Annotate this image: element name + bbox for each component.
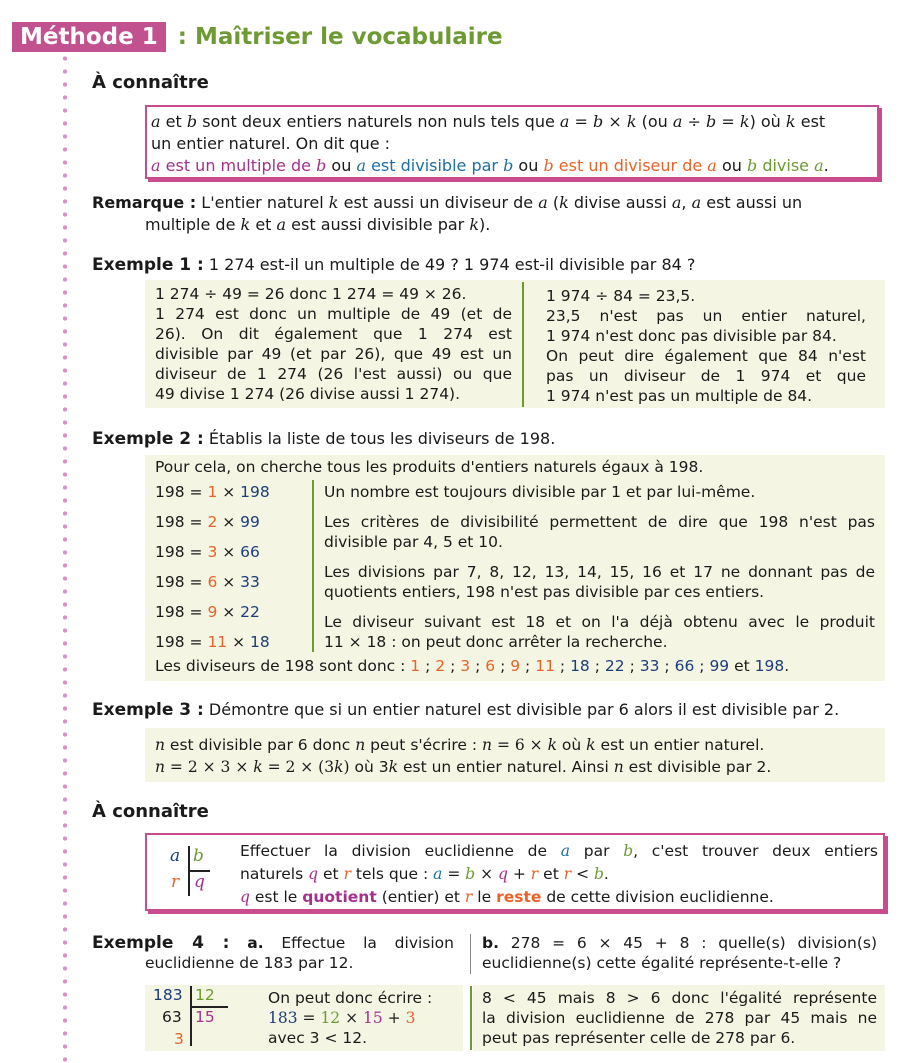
example-1-right: 1 974 ÷ 84 = 23,5. 23,5 n'est pas un entier naturel, 1 974 n'est donc pas divisible par 84. On peut dire également que 84 n'est pas un diviseur de 1 974 et que 1 974 n'est pas un multiple de 84. xyxy=(546,287,866,405)
section-title-a-connaitre: À connaître xyxy=(92,72,209,93)
section-title-a-connaitre-2: À connaître xyxy=(92,801,209,822)
method-badge: Méthode 1 xyxy=(12,22,166,52)
division-diagram: a b r q xyxy=(168,846,228,898)
example-3-question: Exemple 3 : Démontre que si un entier naturel est divisible par 6 alors il est divisible par 2. xyxy=(92,700,840,720)
example-4-b: b. 278 = 6 × 45 + 8 : quelle(s) division(s) euclidienne(s) cette égalité représente-t-elle ? xyxy=(482,934,877,972)
product-row: 198 = 2 × 99 xyxy=(155,513,260,531)
product-row: 198 = 1 × 198 xyxy=(155,483,270,501)
product-row: 198 = 6 × 33 xyxy=(155,573,260,591)
remarque-line2: multiple de k et a est aussi divisible par k). xyxy=(145,215,491,234)
example-4-a-result: On peut donc écrire : 183 = 12 × 15 + 3 avec 3 < 12. xyxy=(268,989,433,1047)
example-2-notes: Un nombre est toujours divisible par 1 et par lui-même. Les critères de divisibilité permettent de dire que 198 n'est pas divisible par 4, 5 et 10. Les divisions par 7, 8, 12, 13, 14, 15, 16 et 17 ne donnant pas de quotients entiers, 198 n'est pas divisible par ces entiers. Le diviseur suivant est 18 et on l'a déjà obtenu avec le produit 11 × 18 : on peut donc arrêter la recherche. xyxy=(324,483,875,651)
example-2-intro: Pour cela, on cherche tous les produits d'entiers naturels égaux à 198. xyxy=(155,458,704,476)
divider xyxy=(312,480,314,652)
divider xyxy=(522,282,524,407)
euclidean-definition: Effectuer la division euclidienne de a par b, c'est trouver deux entiers naturels q et r tels que : a = b × q + r et r < b. q est le quotient (entier) et r le reste de cette division euclidienne. xyxy=(240,842,878,906)
product-row: 198 = 9 × 22 xyxy=(155,603,260,621)
divisors-conclusion: Les diviseurs de 198 sont donc : 1 ; 2 ; 3 ; 6 ; 9 ; 11 ; 18 ; 22 ; 33 ; 66 ; 99 et 198. xyxy=(155,657,790,675)
example-2-question: Exemple 2 : Établis la liste de tous les diviseurs de 198. xyxy=(92,429,556,449)
product-row: 198 = 3 × 66 xyxy=(155,543,260,561)
remarque: Remarque : L'entier naturel k est aussi un diviseur de a (k divise aussi a, a est aussi un xyxy=(92,193,803,212)
dotted-margin-line xyxy=(62,52,68,1062)
example-4-b-answer: 8 < 45 mais 8 > 6 donc l'égalité représente la division euclidienne de 278 par 45 mais ne peut pas représenter celle de 278 par 6. xyxy=(482,989,877,1047)
divider xyxy=(470,986,472,1050)
long-division: 183 12 63 15 3 xyxy=(150,986,240,1050)
product-row: 198 = 11 × 18 xyxy=(155,633,270,651)
example-1-left: 1 274 ÷ 49 = 26 donc 1 274 = 49 × 26. 1 274 est donc un multiple de 49 (et de 26). On dit également que 1 274 est divisible par 49 (et par 26), que 49 est un diviseur de 1 274 (26 l'est aussi) ou que 49 divise 1 274 (26 divise aussi 1 274). xyxy=(155,285,512,403)
example-4-a: Exemple 4 : a. Effectue la division euclidienne de 183 par 12. xyxy=(92,933,454,972)
method-title: : Maîtriser le vocabulaire xyxy=(177,24,503,50)
products-list xyxy=(155,482,270,662)
example-1-question: Exemple 1 : 1 274 est-il un multiple de 49 ? 1 974 est-il divisible par 84 ? xyxy=(92,255,696,275)
method-header xyxy=(12,22,503,52)
definition-box: a et b sont deux entiers naturels non nuls tels que a = b × k (ou a ÷ b = k) où k est un entier naturel. On dit que : a est un multiple de b ou a est divisible par b ou b est un diviseur de a ou b divise a. xyxy=(145,105,879,179)
divider xyxy=(470,934,471,974)
example-3-proof: n est divisible par 6 donc n peut s'écrire : n = 6 × k où k est un entier naturel. n = 2 × 3 × k = 2 × (3k) où 3k est un entier naturel. Ainsi n est divisible par 2. xyxy=(155,736,772,776)
